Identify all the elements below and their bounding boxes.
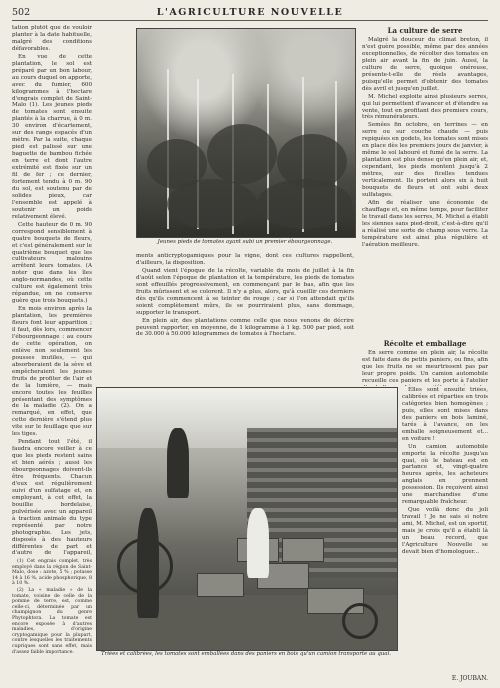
- paragraph: En serre comme en plein air, la récolte est faite dans de petits paniers, ou fins, afin que les fruits ne se meurtrissent pas par leur propre poids. Un camion automobile recueille ces paniers et les porte à l'atelier: [362, 350, 488, 384]
- paragraph: Afin de réaliser une économie de chauffage et, en même temps, pour faciliter le travail dans les serres, M. Michel a établi les siennes sans pied-droit, c'est-à-dire qu'il a réalisé une sorte de champ sous verre. La température est ainsi plus régulière et l'aération meilleure.: [362, 199, 488, 248]
- author-signature: E. JOUBAN.: [451, 675, 488, 682]
- column-left: [12, 25, 92, 555]
- column-right-lower: [362, 338, 488, 386]
- photo-packing-tomatoes: [96, 387, 398, 651]
- paragraph: Semées fin octobre, en terrines — en serre ou sur couche chaude — puis repiquées en godets, les tomates sont mises en place dès les premiers jours de janvier, à même le sol labouré et fumé de la serre. La plantation est plus dense qu'en plein air, et, cependant, les pieds montent jusqu'à 2 mètres, sur des ficelles tendues verticalement. Ils portent alors six à huit bouquets de fleurs et ont subi deux sulfatages.: [362, 122, 488, 198]
- footnote: (1) Cet engrais complet, très employé dans la région de Saint-Malo, dose : azote, 5 % ; potasse 14 à 16 %, acide phosphorique, 8 à 10 %.: [12, 559, 92, 587]
- paragraph: tation plutôt que de vouloir planter à la date habituelle, malgré des conditions défavorables.: [12, 25, 92, 52]
- photo-tomato-plants: [136, 28, 356, 238]
- paragraph: ments anticryptogamiques pour la vigne, dont ces cultures rappellent, d'ailleurs, la disposition.: [136, 253, 354, 266]
- paragraph: Cette hauteur de 0 m. 90 correspond sensiblement à quatre bouquets de fleurs, et c'est généralement sur le quatrième bouquet que les cultivateurs malouins arrêtent leurs tomates. (A noter que dans les îles anglo-normandes, où cette culture est également très répandue, on ne conserve guère que trois bouquets.): [12, 221, 92, 305]
- paragraph: En mois environ après la plantation, les premières fleurs font leur apparition ; il faut, dès lors, commencer l'ébourgeonnage : au cours de cette opération, on enlève non seulement les pousses inutiles, — qui absorberaient de la sève et empêcheraient les jeunes fruits de profiter de l'air et de la lumière, — mais encore toutes les feuilles présentant des symptômes de la maladie (2). On a remarqué, en effet, que cette dernière s'étend plus vite sur le feuillage que sur les tiges.: [12, 306, 92, 438]
- footnotes: [12, 559, 92, 656]
- paragraph: Que voilà donc du joli travail ! Je ne sais si notre ami, M. Michel, est un sportif, mais je crois qu'il a établi là un beau record, que l'Agriculture Nouvelle se devait bien d'homologuer...: [402, 507, 488, 555]
- paragraph: En plein air, des plantations comme celle que nous venons de décrire peuvent rapporter, en moyenne, de 1 kilogramme à 1 kg. 500 par pied, soit de 30.000 à 50.000 kilogrammes de tomates à l'hectare.: [136, 317, 354, 338]
- paragraph: Quand vient l'époque de la récolte, variable du mois de juillet à la fin d'août selon l'époque de plantation et la température, les pieds de tomates sont effeuillés progressivement, en commençant par le bas, afin que les fruits mûrissent et se colorent. Il n'y a plus, alors, qu'à cueillir ces derniers dès qu'ils commencent à se teinter de rouge ; car si l'on attendait qu'ils soient complètement mûrs, ils se pourriraient plus, sans dommage, supporter le transport.: [136, 267, 354, 316]
- paragraph: En vue de cette plantation, le sol est préparé par un bon labour, au cours duquel on apporte, avec du fumier, 600 kilogrammes à l'hectare d'engrais complet de Saint-Malo (1). Les jeunes pieds de tomates sont ensuite plantés à la charrue, à 0 m. 30 environ d'écartement, sur des rangs espacés d'un mètre. Par la suite, chaque pied est palissé sur une baguette de bambou fichée en terre et dont l'autre extrémité est fixée sur un fil de fer ; ce dernier, fortement tendu à 0 m. 90 du sol, est soutenu par de solides pieux, car l'ensemble est appelé à soutenir un poids relativement élevé.: [12, 53, 92, 220]
- paragraph: M. Michel exploite ainsi plusieurs serres, qui lui permettent d'avancer et d'étendre sa vente, tout en profitant des premiers cours, très rémunérateurs.: [362, 93, 488, 121]
- page-header: [12, 6, 488, 21]
- column-right-upper: [362, 25, 488, 337]
- paragraph: Un camion automobile emporte la récolte jusqu'au quai, où le bateau est en partance et, vingt-quatre heures après, les acheteurs anglais en prennent possession. Ils reçoivent ainsi une marchandise d'une remarquable fraîcheur.: [402, 443, 488, 506]
- column-middle: [136, 253, 354, 381]
- paragraph: Elles sont ensuite triées, calibrées et réparties en trois catégories bien homogènes ; puis, elles sont mises dans des paniers en bois laminé, tarés à l'avance, on les emballe soigneusement et... en voiture !: [402, 387, 488, 442]
- section-heading: Récolte et emballage: [383, 339, 467, 348]
- paragraph: Malgré la douceur du climat breton, il n'est guère possible, même par des années exceptionnelles, de récolter des tomates en plein air avant la fin de juin. Aussi, la culture de serre, quoique onéreuse, présente-t-elle de réels avantages, puisqu'elle permet d'obtenir des tomates dès avril et jusqu'en juillet.: [362, 37, 488, 92]
- page-number: 502: [12, 7, 31, 18]
- section-heading: La culture de serre: [387, 26, 463, 35]
- photo-caption: Jeunes pieds de tomates ayant subi un premier ébourgeonnage.: [157, 239, 333, 245]
- journal-title: L'AGRICULTURE NOUVELLE: [156, 7, 344, 18]
- column-right-wrap: [402, 387, 488, 671]
- paragraph: Pendant tout l'été, il faudra encore veiller à ce que les pieds restent sains et bien aérés ; aussi les ébourgeonnages doivent-ils être fréquents. Chacun d'eux est régulièrement suivi d'un sulfatage et, en employant, à cet effet, la bouillie bordelaise, pulvérisée avec un appareil à traction animale du type représenté par notre photographie. Les jets, disposés à des hauteurs différentes de part et d'autre de l'appareil,: [12, 439, 92, 555]
- photo-caption: Triées et calibrées, les tomates sont emballées dans des paniers en bois qu'un camion transporte au quai.: [101, 651, 391, 657]
- footnote: (2) La « maladie » de la tomate, voisine de celle de la pomme de terre, est, comme celle-ci, déterminée par un champignon du genre Phytophtora. La tomate est encore exposée à d'autres maladies, d'origine cryptogamique pour la plupart, contre lesquelles les traitements cupriques sont sans effet, mais d'assez faible importance.: [12, 587, 92, 655]
